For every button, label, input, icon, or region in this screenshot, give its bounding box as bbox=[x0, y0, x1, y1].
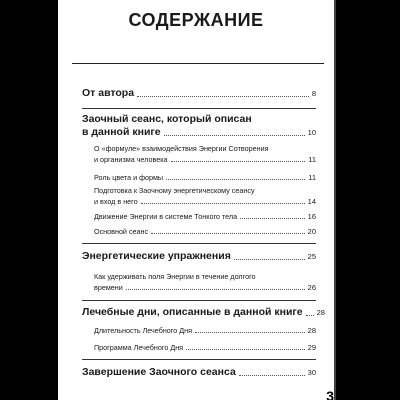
page-ref: 29 bbox=[307, 343, 316, 352]
page-ref: 25 bbox=[307, 252, 316, 261]
leader-dots bbox=[171, 161, 306, 162]
leader-dots bbox=[239, 375, 305, 376]
toc-entry-healing-days: Лечебные дни, описанные в данной книге 28 bbox=[82, 306, 325, 318]
leader-dots bbox=[306, 315, 314, 316]
page-title: СОДЕРЖАНИЕ bbox=[128, 10, 264, 30]
page-ref: 20 bbox=[307, 227, 316, 236]
leader-dots bbox=[186, 349, 305, 350]
book-page bbox=[58, 0, 334, 400]
page-ref: 10 bbox=[307, 128, 316, 137]
section-divider bbox=[82, 243, 316, 244]
toc-entry-from-author: От автора 8 bbox=[82, 87, 316, 99]
page-ref: 14 bbox=[307, 197, 316, 206]
toc-entry-preparation: Подготовка к Заочному энергетическому сеансу и вход в него 14 bbox=[94, 186, 316, 206]
toc-entry-formula: О «формуле» взаимодействия Энергии Сотворения и организма человека 11 bbox=[94, 144, 316, 164]
section-divider bbox=[82, 359, 316, 360]
section-divider bbox=[82, 108, 316, 109]
leader-dots bbox=[126, 289, 305, 290]
toc-entry-completion: Завершение Заочного сеанса 30 bbox=[82, 366, 316, 378]
page-ref: 28 bbox=[307, 326, 316, 335]
toc-entry-color-form: Роль цвета и формы 11 bbox=[94, 173, 316, 182]
page-number: 3 bbox=[326, 388, 334, 400]
leader-dots bbox=[164, 135, 305, 136]
leader-dots bbox=[137, 96, 309, 97]
leader-dots bbox=[240, 218, 305, 219]
toc-entry-main-session: Основной сеанс 20 bbox=[94, 227, 316, 236]
toc-entry-remote-session: Заочный сеанс, который описан в данной книге 10 bbox=[82, 113, 316, 138]
leader-dots bbox=[141, 203, 305, 204]
toc-entry-program: Программа Лечебного Дня 29 bbox=[94, 343, 316, 352]
leader-dots bbox=[151, 233, 305, 234]
toc-entry-duration: Длительность Лечебного Дня 28 bbox=[94, 326, 316, 335]
page-ref: 28 bbox=[316, 308, 325, 317]
section-divider bbox=[82, 300, 316, 301]
leader-dots bbox=[166, 179, 305, 180]
binding-edge bbox=[334, 0, 336, 400]
toc-entry-hold-fields: Как удерживать поля Энергии в течение долгого времени 26 bbox=[94, 272, 316, 292]
toc-entry-energy-exercises: Энергетические упражнения 25 bbox=[82, 250, 316, 262]
page-ref: 26 bbox=[307, 283, 316, 292]
page-ref: 11 bbox=[308, 155, 316, 164]
page-ref: 11 bbox=[308, 173, 316, 182]
leader-dots bbox=[234, 259, 305, 260]
toc-entry-energy-movement: Движение Энергии в системе Тонкого тела 16 bbox=[94, 212, 316, 221]
page-ref: 16 bbox=[307, 212, 316, 221]
page-ref: 30 bbox=[307, 368, 316, 377]
title-divider bbox=[72, 63, 324, 64]
page-ref: 8 bbox=[311, 89, 316, 98]
leader-dots bbox=[195, 332, 305, 333]
